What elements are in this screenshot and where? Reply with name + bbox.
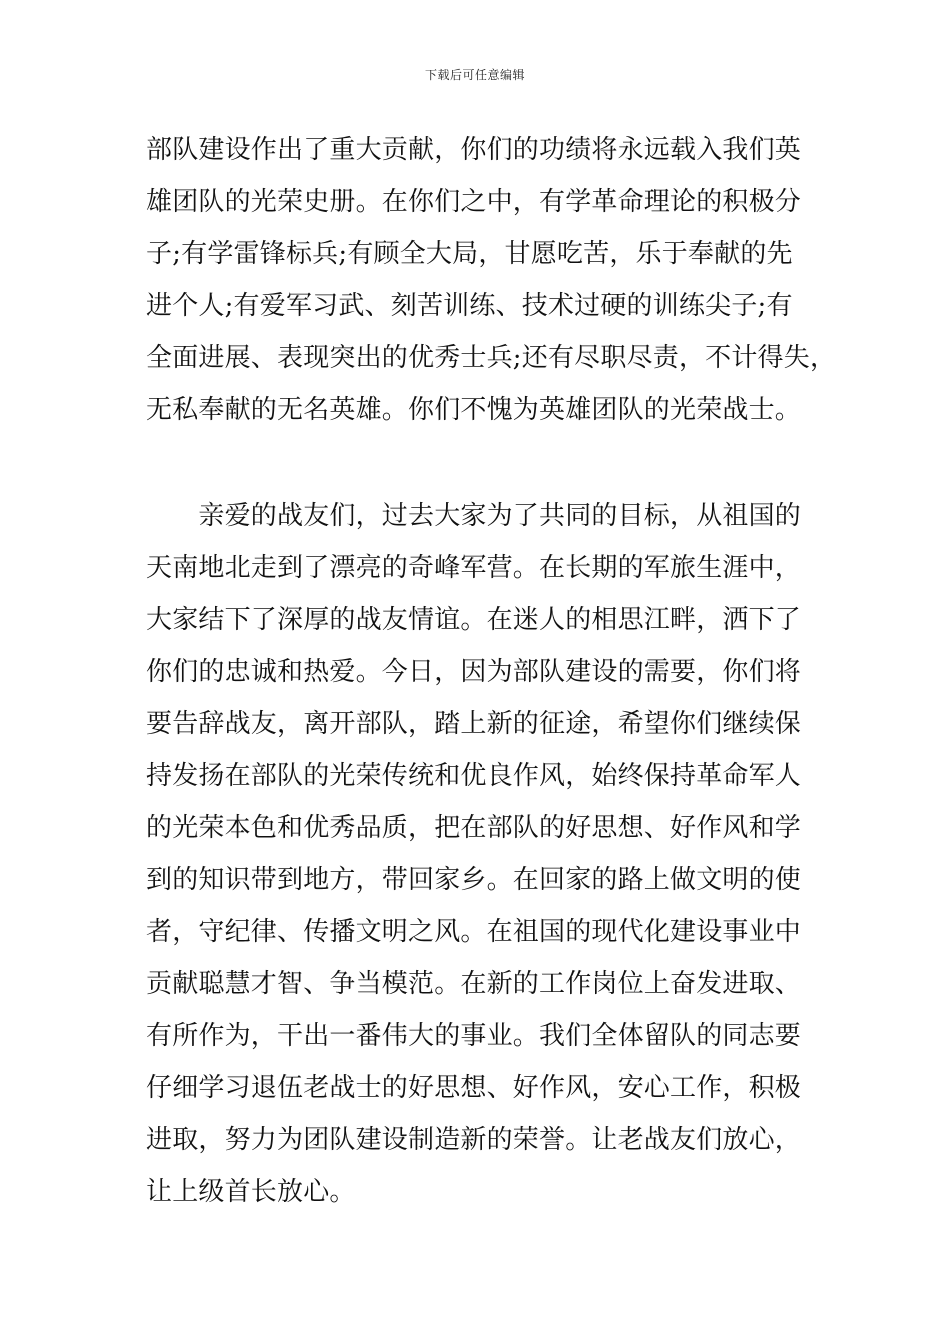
text-line: 到的知识带到地方，带回家乡。在回家的路上做文明的使 bbox=[146, 865, 802, 895]
text-line: 有所作为，干出一番伟大的事业。我们全体留队的同志要 bbox=[146, 1021, 802, 1051]
text-line: 进个人;有爱军习武、刻苦训练、技术过硬的训练尖子;有 bbox=[146, 291, 793, 321]
text-line: 进取，努力为团队建设制造新的荣誉。让老战友们放心， bbox=[146, 1125, 802, 1155]
text-line: 者，守纪律、传播文明之风。在祖国的现代化建设事业中 bbox=[146, 917, 802, 947]
paragraph-1 bbox=[146, 124, 837, 436]
text-line: 部队建设作出了重大贡献，你们的功绩将永远载入我们英 bbox=[146, 135, 802, 165]
paragraph-gap bbox=[146, 436, 810, 490]
text-line: 持发扬在部队的光荣传统和优良作风，始终保持革命军人 bbox=[146, 761, 802, 791]
text-line: 无私奉献的无名英雄。你们不愧为英雄团队的光荣战士。 bbox=[146, 395, 802, 425]
text-line: 你们的忠诚和热爱。今日，因为部队建设的需要，你们将 bbox=[146, 657, 802, 687]
text-line: 要告辞战友，离开部队，踏上新的征途，希望你们继续保 bbox=[146, 709, 802, 739]
text-line: 让上级首长放心。 bbox=[146, 1177, 356, 1207]
text-line: 大家结下了深厚的战友情谊。在迷人的相思江畔，洒下了 bbox=[146, 605, 802, 635]
header-note: 下载后可任意编辑 bbox=[424, 68, 525, 82]
body-text bbox=[146, 124, 837, 1218]
text-line: 雄团队的光荣史册。在你们之中，有学革命理论的积极分 bbox=[146, 187, 802, 217]
text-line: 仔细学习退伍老战士的好思想、好作风，安心工作，积极 bbox=[146, 1073, 802, 1103]
text-line: 子;有学雷锋标兵;有顾全大局，甘愿吃苦，乐于奉献的先 bbox=[146, 239, 793, 269]
text-line: 贡献聪慧才智、争当模范。在新的工作岗位上奋发进取、 bbox=[146, 969, 802, 999]
paragraph-2 bbox=[146, 490, 810, 1218]
text-line: 全面进展、表现突出的优秀士兵;还有尽职尽责，不计得失， bbox=[146, 343, 837, 373]
text-line: 天南地北走到了漂亮的奇峰军营。在长期的军旅生涯中， bbox=[146, 553, 802, 583]
text-line: 亲爱的战友们，过去大家为了共同的目标，从祖国的 bbox=[146, 501, 802, 531]
text-line: 的光荣本色和优秀品质，把在部队的好思想、好作风和学 bbox=[146, 813, 802, 843]
